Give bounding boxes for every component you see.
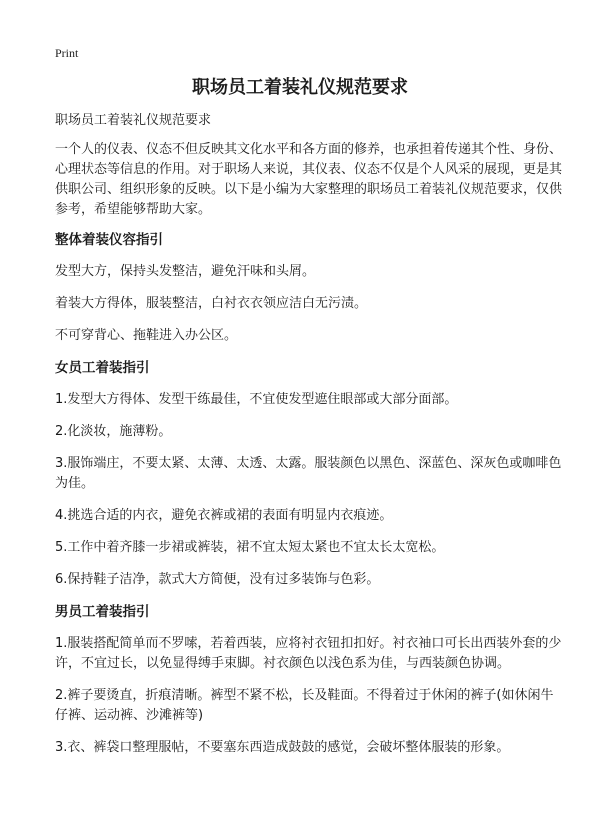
section-item: 发型大方，保持头发整洁，避免汗味和头屑。 xyxy=(55,264,316,279)
section-item: 着装大方得体，服装整洁，白衬衣衣领应洁白无污渍。 xyxy=(55,296,368,311)
section-item: 6.保持鞋子洁净，款式大方简便，没有过多装饰与色彩。 xyxy=(55,572,380,587)
section-item: 1.发型大方得体、发型干练最佳，不宜使发型遮住眼部或大部分面部。 xyxy=(55,392,458,407)
section-item: 2.裤子要烫直，折痕清晰。裤型不紧不松，长及鞋面。不得着过于休闲的裤子(如休闲牛仔裤、运动裤、沙滩裤等) xyxy=(55,688,554,723)
section-heading: 整体着装仪容指引 xyxy=(55,232,163,248)
section-item: 4.挑选合适的内衣，避免衣裤或裙的表面有明显内衣痕迹。 xyxy=(55,508,393,523)
section-item: 5.工作中着齐膝一步裙或裤装，裙不宜太短太紧也不宜太长太宽松。 xyxy=(55,540,445,555)
section-item: 3.服饰端庄，不要太紧、太薄、太透、太露。服装颜色以黑色、深蓝色、深灰色或咖啡色为佳。 xyxy=(55,456,562,491)
print-label[interactable]: Print xyxy=(55,46,79,60)
section-men xyxy=(55,602,562,758)
section-item: 不可穿背心、拖鞋进入办公区。 xyxy=(55,328,238,343)
section-heading: 女员工着装指引 xyxy=(55,360,150,376)
subtitle: 职场员工着装礼仪规范要求 xyxy=(55,113,212,128)
section-item: 1.服装搭配简单而不罗嗦，若着西装，应将衬衣钮扣扣好。衬衣袖口可长出西装外套的少许，不宜过长，以免显得缚手束脚。衬衣颜色以浅色系为佳，与西装颜色协调。 xyxy=(55,636,562,671)
intro-paragraph: 一个人的仪表、仪态不但反映其文化水平和各方面的修养，也承担着传递其个性、身份、心理状态等信息的作用。对于职场人来说，其仪表、仪态不仅是个人风采的展现，更是其供职公司、组织形象的反映。以下是小编为大家整理的职场员工着装礼仪规范要求，仅供参考，希望能够帮助大家。 xyxy=(55,142,563,217)
page-title: 职场员工着装礼仪规范要求 xyxy=(192,77,408,98)
section-women xyxy=(55,358,562,590)
section-heading: 男员工着装指引 xyxy=(55,604,150,620)
section-item: 3.衣、裤袋口整理服帖，不要塞东西造成鼓鼓的感觉，会破坏整体服装的形象。 xyxy=(55,740,510,755)
section-overall xyxy=(55,230,562,346)
section-item: 2.化淡妆，施薄粉。 xyxy=(55,424,172,439)
